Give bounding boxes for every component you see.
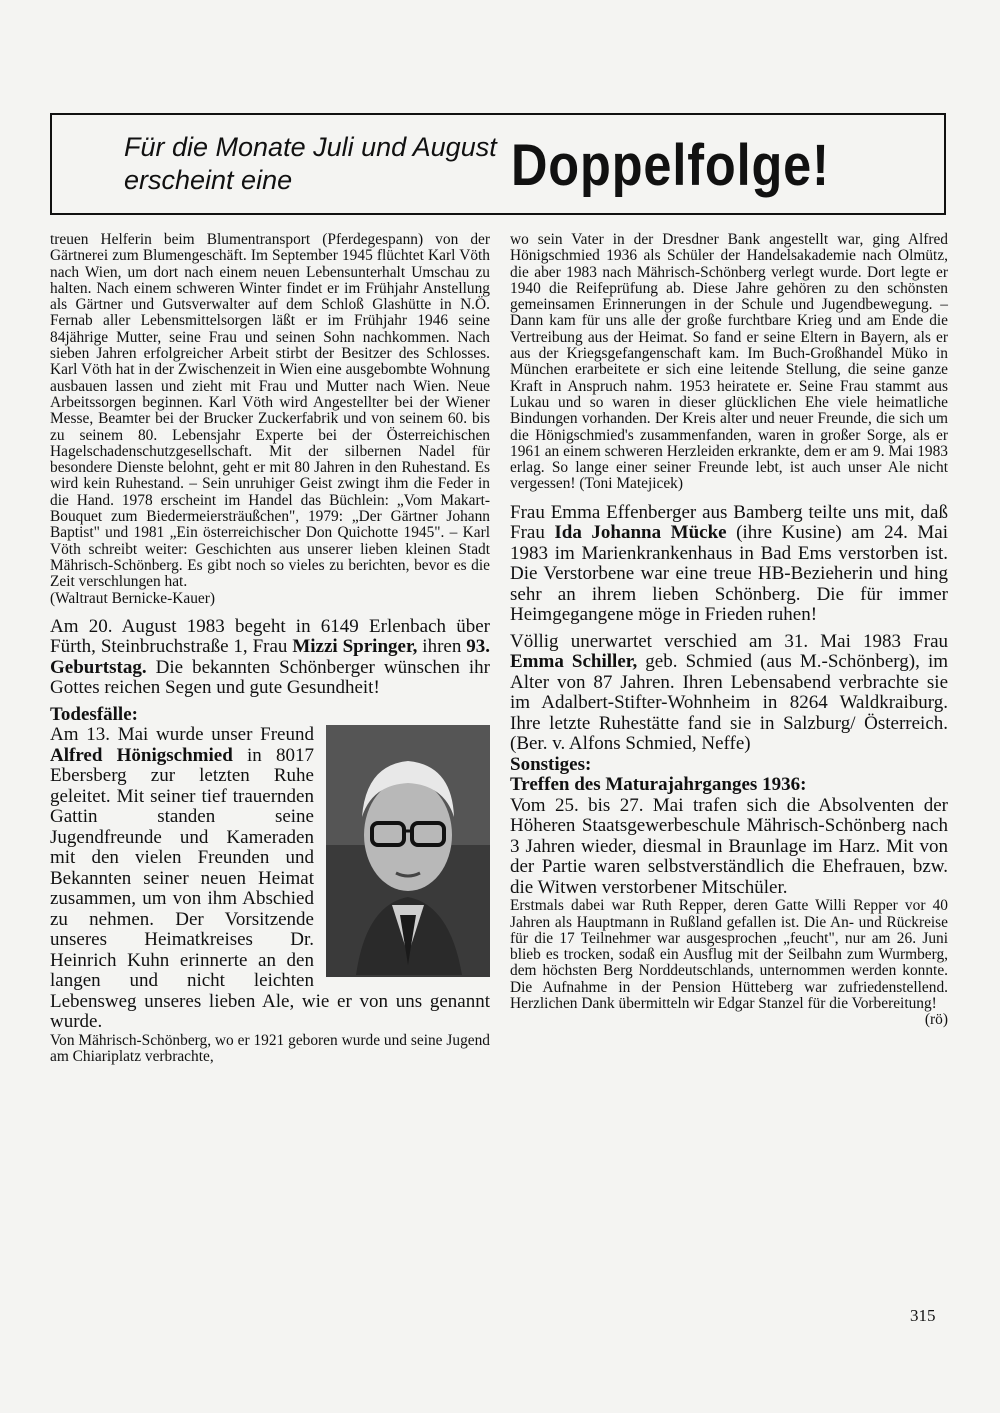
misc-heading: Sonstiges: xyxy=(510,753,592,775)
meeting-details xyxy=(510,897,948,1029)
right-column xyxy=(510,232,948,1029)
birthday-text-1: Am 20. August 1983 begeht in 6149 Erlenbach über Fürth, Steinbruchstraße 1, Frau xyxy=(50,615,490,658)
death-notice-muecke xyxy=(510,503,948,626)
announcement-banner xyxy=(50,113,946,215)
deaths-heading: Todesfälle: xyxy=(50,703,138,725)
muecke-text-1: Frau Emma Effenberger aus Bamberg teilte uns mit, daß Frau xyxy=(510,501,948,544)
banner-title: Doppelfolge! xyxy=(511,133,830,198)
schiller-text-1: Völlig unerwartet verschied am 31. Mai 1983 Frau xyxy=(510,630,948,652)
meeting-text: Vom 25. bis 27. Mai trafen sich die Absolventen der Höheren Staatsgewerbeschule Mährisch-Schönberg nach 3 Jahren wieder, diesmal in Braunlage im Harz. Mit von der Partie waren selbstverständlich die Ehefrauen, bzw. die Witwen verstorbener Mitschüler. xyxy=(510,794,948,898)
portrait-photo xyxy=(326,725,490,977)
meeting-heading: Treffen des Maturajahrganges 1936: xyxy=(510,774,807,796)
death-text-1: Am 13. Mai wurde unser Freund xyxy=(50,724,314,746)
meeting-author: (rö) xyxy=(924,1011,948,1029)
birthday-text-3: Die bekannten Schönberger wünschen ihr Gottes reichen Segen und gute Gesundheit! xyxy=(50,656,490,699)
page-number: 315 xyxy=(910,1306,936,1325)
muecke-name: Ida Johanna Mücke xyxy=(554,522,727,544)
death-notice-continued: Von Mährisch-Schönberg, wo er 1921 geboren wurde und seine Jugend am Chiariplatz verbrachte, xyxy=(50,1031,490,1066)
birthday-notice xyxy=(50,617,490,699)
voeth-article-author: (Waltraut Bernicke-Kauer) xyxy=(50,589,215,607)
hoenigschmied-biography: wo sein Vater in der Dresdner Bank angestellt war, ging Alfred Hönigschmied 1936 als Schüler der Handelsakademie nach Olmütz, die aber 1983 nach Mährisch-Schönberg verlegt wurde. Dort legte er 1940 die Reifeprüfung ab. Diese Jahre gehören zu den schönsten gemeinsamen Erinnerungen in der Schule und Jugendbewegung. – Dann kam für uns alle der große furchtbare Krieg und am Ende die Vertreibung aus der Heimat. So fand er seine Eltern in Bayern, als er aus der Kriegsgefangenschaft kam. Im Buch-Großhandel Müko in München erarbeitete er sich eine leitende Stellung, die seine ganze Kraft in Anspruch nahm. 1953 heiratete er. Seine Frau stammt aus Lukau und so waren in dieser glücklichen Ehe viele heimatliche Bindungen vorhanden. Der Kreis alter und neuer Freunde, die sich um die Hönigschmied's zusammenfanden, waren in großer Sorge, als er 1961 an einem schweren Herzleiden erkrankte, dem er am 9. Mai 1983 erlag. So lange einer seiner Freunde lebt, ist auch unser Ale nicht vergessen! (Toni Matejicek) xyxy=(510,231,948,493)
death-notice-schiller xyxy=(510,632,948,755)
muecke-text-2: (ihre Kusine) am 24. Mai 1983 im Marienkrankenhaus in Bad Ems verstorben ist. Die Verstorbene war eine treue HB-Bezieherin und hing sehr an ihrem lieben Schönberg. Die für immer Heimgegangene möge in Frieden ruhen! xyxy=(510,522,948,626)
birthday-text-2: ihren xyxy=(417,636,467,658)
schiller-text-2: geb. Schmied (aus M.-Schönberg), im Alter von 87 Jahren. Ihren Lebensabend verbrachte sie im Adalbert-Stifter-Wohnheim in 8264 Waldkraiburg. Ihre letzte Ruhestätte fand sie in Salzburg/ Österreich. (Ber. v. Alfons Schmied, Neffe) xyxy=(510,651,948,755)
left-column xyxy=(50,232,490,1065)
banner-subtitle: Für die Monate Juli und August erscheint eine xyxy=(124,132,497,195)
birthday-name: Mizzi Springer, xyxy=(292,636,418,658)
birthday-age: 93. Geburtstag. xyxy=(50,636,490,678)
schiller-name: Emma Schiller, xyxy=(510,651,638,673)
meeting-details-text: Erstmals dabei war Ruth Repper, deren Gatte Willi Repper vor 40 Jahren als Hauptmann in Rußland gefallen ist. Die An- und Rückreise für die 17 Teilnehmer war ausgesprochen „feucht", nur am 26. Juni blieb es trocken, sodaß ein Ausflug mit der Seilbahn zum Wurmberg, dem höchsten Berg Norddeutschlands, unternommen werden konnte. Die Aufnahme in der Pension Hütteberg war zufriedenstellend. Herzlichen Dank übermitteln wir Edgar Stanzel für die Vorbereitung! xyxy=(510,897,948,1013)
voeth-article-text: treuen Helferin beim Blumentransport (Pferdegespann) von der Gärtnerei zum Blumengeschäft. Im September 1945 flüchtet Karl Vöth nach Wien, um dort nach einem neuen Lebensunterhalt Umschau zu halten. Nach einem schweren Winter findet er im Frühjahr Anstellung als Gärtner und Gutsverwalter auf dem Schloß Glashütte in N.Ö. Fernab aller Lebensmittelsorgen läßt er im Frühjahr 1946 seine 84jährige Mutter, seine Frau und seinen Sohn nachkommen. Nach sieben Jahren erfolgreicher Arbeit stirbt der Besitzer des Schlosses. Karl Vöth hat in der Zwischenzeit in Wien eine ausgebombte Wohnung ausbauen lassen und zieht mit Frau und Mutter nach Wien. Neue Arbeitssorgen beginnen. Karl Vöth wird Angestellter bei der Wiener Messe, Beamter bei der Brucker Zuckerfabrik und von seinem 60. bis zu seinem 80. Lebensjahr Experte bei der Österreichischen Hagelschadenschutzgesellschaft. Mit der silbernen Nadel für besondere Dienste belohnt, geht er mit 80 Jahren in den Ruhestand. Es wird kein Ruhestand. – Sein unruhiger Geist zwingt ihm die Feder in die Hand. 1978 erscheint im Handel das Büchlein: „Vom Makart-Bouquet zum Biedermeiersträußchen", 1979: „Der Gärtner Johann Baptist" und 1981 „Ein österreichischer Don Quichotte 1945". – Karl Vöth schreibt weiter: Geschichten aus unserer lieben kleinen Stadt Mährisch-Schönberg. Es gibt noch so vieles zu berichten, bevor es die Zeit verschlungen hat. xyxy=(50,231,490,591)
portrait-image xyxy=(326,725,490,977)
death-name: Alfred Hönigschmied xyxy=(50,744,233,766)
death-text-2: in 8017 Ebersberg zur letzten Ruhe geleitet. Mit seiner tief trauernden Gattin standen seine Jugendfreunde und Kameraden mit den vielen Freunden und Bekannten seiner neuen Heimat zusammen, um von ihm Abschied zu nehmen. Der Vorsitzende unseres Heimatkreises Dr. Heinrich Kuhn erinnerte an den langen und nicht leichten Lebensweg unseres lieben Ale, wie er von uns genannt wurde. xyxy=(50,744,490,1033)
